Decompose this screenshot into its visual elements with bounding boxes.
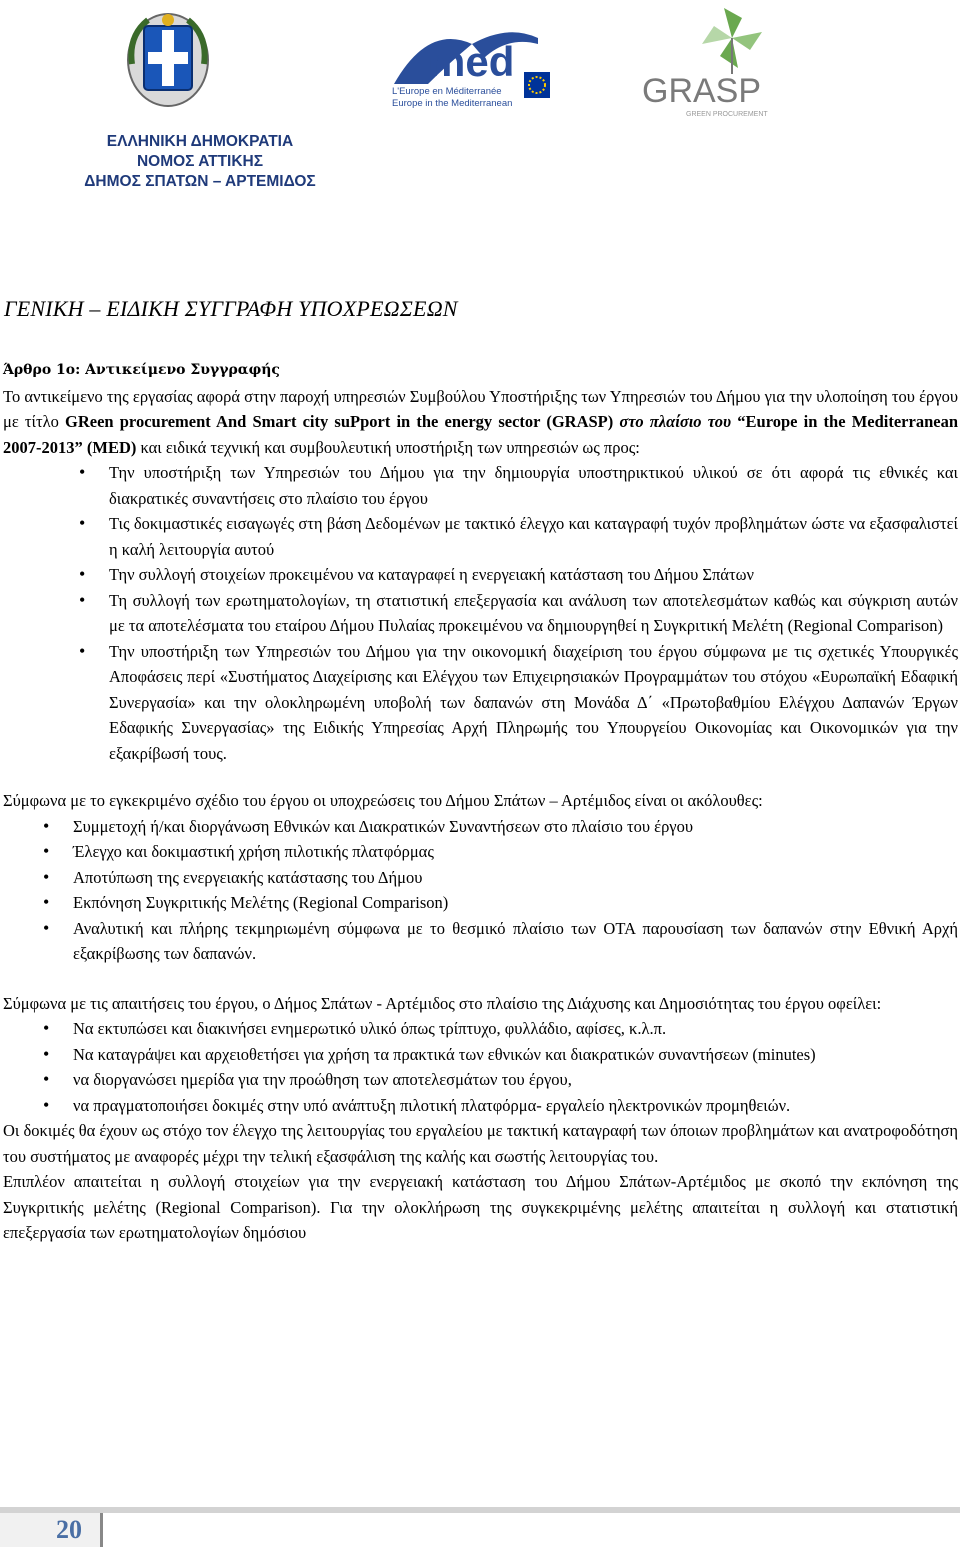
list-item: • Τις δοκιμαστικές εισαγωγές στη βάση Δεδομένων με τακτικό έλεγχο και καταγραφή τυχόν προβλημάτων ώστε να εξασφαλιστεί η καλή λειτουργία αυτού xyxy=(109,511,958,562)
med-sub2: Europe in the Mediterranean xyxy=(392,98,513,109)
list-item: • Εκπόνηση Συγκριτικής Μελέτης (Regional Comparison) xyxy=(73,890,958,916)
org-line-1: ΕΛΛΗΝΙΚΗ ΔΗΜΟΚΡΑΤΙΑ xyxy=(106,133,294,150)
list-item: • Συμμετοχή ή/και διοργάνωση Εθνικών και Διακρατικών Συναντήσεων στο πλαίσιο του έργου xyxy=(73,814,958,840)
org-line-2: ΝΟΜΟΣ ΑΤΤΙΚΗΣ xyxy=(136,153,264,170)
med-programme-logo xyxy=(388,14,556,112)
footer-band xyxy=(0,1507,960,1513)
publicity-paragraph: Σύμφωνα με τις απαιτήσεις του έργου, ο Δήμος Σπάτων - Αρτέμιδος στο πλαίσιο της Διάχυσης και Δημοσιότητας του έργου οφείλει: xyxy=(3,993,882,1013)
list-item: • να πραγματοποιήσει δοκιμές στην υπό ανάπτυξη πιλοτική πλατφόρμα- εργαλείο ηλεκτρονικών προμηθειών. xyxy=(73,1093,958,1119)
publicity-list xyxy=(3,1016,958,1118)
intro-text-a: Το αντικείμενο της εργασίας αφορά στην παροχή υπηρεσιών Συμβούλου Υποστήριξης των Υπηρεσιών του Δήμου για την υλοποίηση του έργου με τίτλο xyxy=(3,386,958,431)
obligations-list xyxy=(3,814,958,967)
obligations-paragraph: Σύμφωνα με το εγκεκριμένο σχέδιο του έργου οι υποχρεώσεις του Δήμου Σπάτων – Αρτέμιδος είναι οι ακόλουθες: xyxy=(3,791,763,810)
footer-divider xyxy=(100,1513,103,1547)
list-item: • Αναλυτική και πλήρης τεκμηριωμένη σύμφωνα με το θεσμικό πλαίσιο των ΟΤΑ παρουσίαση των δαπανών στην Εθνική Αρχή εξακρίβωσης των δαπανών. xyxy=(73,916,958,967)
page-footer xyxy=(0,1503,960,1547)
data-collection-paragraph: Επιπλέον απαιτείται η συλλογή στοιχείων για την ενεργειακή κατάσταση του Δήμου Σπάτων-Αρτέμιδος με σκοπό την εκπόνηση της Συγκριτικής μελέτης (Regional Comparison). Για την ολοκλήρωση της συγκεκριμένης μελέτης απαιτείται η συλλογή και στατιστική επεξεργασία των ερωτηματολογίων δημόσιου xyxy=(3,1172,958,1242)
page-number: 20 xyxy=(56,1515,82,1544)
support-services-list xyxy=(3,460,958,766)
org-line-3: ΔΗΜΟΣ ΣΠΑΤΩΝ – ΑΡΤΕΜΙΔΟΣ xyxy=(84,173,316,190)
med-logo-text: med xyxy=(428,38,515,85)
testing-paragraph: Οι δοκιμές θα έχουν ως στόχο τον έλεγχο της λειτουργίας του εργαλείου με τακτική καταγραφή των όποιων προβλημάτων και ανατροφοδότηση του συστήματος με αναφορές μέχρι την τελική εξασφάλιση της καλής και σωστής λειτουργίας του. xyxy=(3,1121,958,1166)
grasp-logo xyxy=(636,4,784,122)
list-item: • Την υποστήριξη των Υπηρεσιών του Δήμου για την οικονομική διαχείριση του έργου σύμφωνα με τις σχετικές Υπουργικές Αποφάσεις περί «Συστήματος Διαχείρισης και Ελέγχου των Επιχειρησιακών Προγραμμάτων του στόχου «Ευρωπαϊκή Εδαφική Συνεργασία» και την ολοκληρωμένη υποβολή των δαπανών στη Μονάδα Δ΄ «Πρωτοβαθμίου Ελέγχου Δαπανών Έργων Εδαφικής Συνεργασίας» της Ειδικής Υπηρεσίας Αρχή Πληρωμής του Υπουργείου Οικονομίας και Οικονομικών για την εξακρίβωσή τους. xyxy=(109,639,958,767)
footer-number-box xyxy=(0,1513,100,1547)
intro-text-e: και ειδικά τεχνική και συμβουλευτική υποστήριξη των υπηρεσιών ως προς: xyxy=(136,437,640,457)
grasp-sub: GREEN PROCUREMENT xyxy=(686,111,768,118)
project-name: GReen procurement And Smart city suPport in the energy sector (GRASP) xyxy=(65,412,614,431)
med-sub1: L'Europe en Méditerranée xyxy=(392,86,502,97)
document-body xyxy=(3,358,958,1246)
list-item: • Έλεγχο και δοκιμαστική χρήση πιλοτικής πλατφόρμας xyxy=(73,839,958,865)
article-title: Άρθρο 1ο: Αντικείμενο Συγγραφής xyxy=(3,362,280,378)
intro-text-c: στο πλαίσιο του xyxy=(613,412,738,431)
greek-seal-logo xyxy=(122,6,214,110)
list-item: • Αποτύπωση της ενεργειακής κατάστασης του Δήμου xyxy=(73,865,958,891)
organization-block xyxy=(0,132,400,192)
list-item: • Τη συλλογή των ερωτηματολογίων, τη στατιστική επεξεργασία και ανάλυση των αποτελεσμάτων καθώς και σύγκριση αυτών με τα αποτελέσματα του εταίρου Δήμου Πυλαίας προκειμένου να δημιουργηθεί η Συγκριτική Μελέτη (Regional Comparison) xyxy=(109,588,958,639)
list-item: • Να εκτυπώσει και διακινήσει ενημερωτικό υλικό όπως τρίπτυχο, φυλλάδιο, αφίσες, κ.λ.π. xyxy=(73,1016,958,1042)
intro-paragraph xyxy=(3,384,958,461)
programme-name: “Europe in the Mediterranean 2007-2013” (MED) xyxy=(3,412,958,457)
list-item: • να διοργανώσει ημερίδα για την προώθηση των αποτελεσμάτων του έργου, xyxy=(73,1067,958,1093)
grasp-logo-text: GRASP xyxy=(642,72,762,110)
list-item: • Την υποστήριξη των Υπηρεσιών του Δήμου για την δημιουργία υποστηρικτικού υλικού σε ότι αφορά τις εθνικές και διακρατικές συναντήσεις στο πλαίσιο του έργου xyxy=(109,460,958,511)
logo-header xyxy=(0,0,960,130)
list-item: • Την συλλογή στοιχείων προκειμένου να καταγραφεί η ενεργειακή κατάσταση του Δήμου Σπάτων xyxy=(109,562,958,588)
document-title: ΓΕΝΙΚΗ – ΕΙΔΙΚΗ ΣΥΓΓΡΑΦΗ ΥΠΟΧΡΕΩΣΕΩΝ xyxy=(4,296,458,321)
list-item: • Να καταγράψει και αρχειοθετήσει για χρήση τα πρακτικά των εθνικών και διακρατικών συναντήσεων (minutes) xyxy=(73,1042,958,1068)
